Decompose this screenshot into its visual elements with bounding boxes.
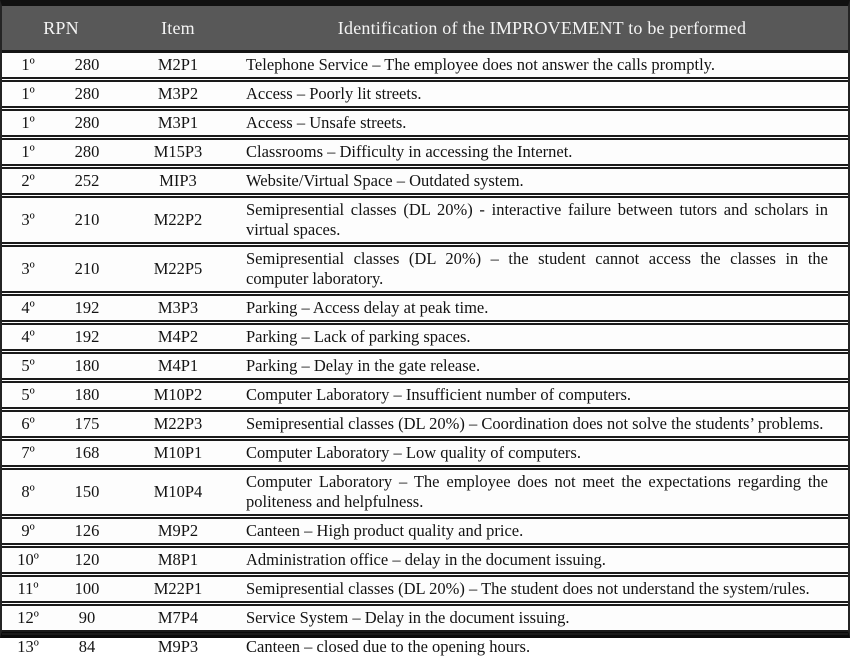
table-row bbox=[2, 323, 848, 352]
rank-cell: 12º bbox=[2, 604, 54, 633]
description-cell: Administration office – delay in the document issuing. bbox=[236, 546, 848, 575]
item-cell: M9P3 bbox=[120, 633, 236, 659]
rpn-cell: 100 bbox=[54, 575, 120, 604]
item-cell: M22P3 bbox=[120, 410, 236, 439]
item-cell: M7P4 bbox=[120, 604, 236, 633]
description-cell: Website/Virtual Space – Outdated system. bbox=[236, 167, 848, 196]
improvement-table bbox=[2, 6, 848, 659]
description-cell: Parking – Delay in the gate release. bbox=[236, 352, 848, 381]
item-cell: M10P1 bbox=[120, 439, 236, 468]
rank-cell: 4º bbox=[2, 323, 54, 352]
rpn-cell: 180 bbox=[54, 352, 120, 381]
rpn-cell: 120 bbox=[54, 546, 120, 575]
item-cell: MIP3 bbox=[120, 167, 236, 196]
rank-cell: 5º bbox=[2, 352, 54, 381]
description-cell: Canteen – closed due to the opening hours. bbox=[236, 633, 848, 659]
description-cell: Computer Laboratory – Insufficient number of computers. bbox=[236, 381, 848, 410]
description-cell: Computer Laboratory – The employee does not meet the expectations regarding the politeness and helpfulness. bbox=[236, 468, 848, 517]
header-identification: Identification of the IMPROVEMENT to be performed bbox=[236, 6, 848, 52]
table-row bbox=[2, 52, 848, 80]
rpn-cell: 210 bbox=[54, 196, 120, 245]
rpn-cell: 90 bbox=[54, 604, 120, 633]
rpn-cell: 192 bbox=[54, 323, 120, 352]
rank-cell: 3º bbox=[2, 245, 54, 294]
table-row bbox=[2, 381, 848, 410]
header-row bbox=[2, 6, 848, 52]
rpn-cell: 210 bbox=[54, 245, 120, 294]
table-row bbox=[2, 546, 848, 575]
item-cell: M15P3 bbox=[120, 138, 236, 167]
description-cell: Canteen – High product quality and price. bbox=[236, 517, 848, 546]
rank-cell: 11º bbox=[2, 575, 54, 604]
rank-cell: 13º bbox=[2, 633, 54, 659]
item-cell: M8P1 bbox=[120, 546, 236, 575]
table-row bbox=[2, 109, 848, 138]
item-cell: M3P3 bbox=[120, 294, 236, 323]
table-row bbox=[2, 167, 848, 196]
description-cell: Service System – Delay in the document issuing. bbox=[236, 604, 848, 633]
rank-cell: 4º bbox=[2, 294, 54, 323]
description-cell: Semipresential classes (DL 20%) – Coordination does not solve the students’ problems. bbox=[236, 410, 848, 439]
description-cell: Semipresential classes (DL 20%) - interactive failure between tutors and scholars in virtual spaces. bbox=[236, 196, 848, 245]
item-cell: M4P2 bbox=[120, 323, 236, 352]
rank-cell: 6º bbox=[2, 410, 54, 439]
description-cell: Telephone Service – The employee does not answer the calls promptly. bbox=[236, 52, 848, 80]
header-item: Item bbox=[120, 6, 236, 52]
table-row bbox=[2, 604, 848, 633]
rpn-cell: 175 bbox=[54, 410, 120, 439]
item-cell: M10P4 bbox=[120, 468, 236, 517]
item-cell: M22P5 bbox=[120, 245, 236, 294]
rank-cell: 1º bbox=[2, 138, 54, 167]
item-cell: M22P1 bbox=[120, 575, 236, 604]
table-row bbox=[2, 80, 848, 109]
rpn-cell: 280 bbox=[54, 52, 120, 80]
table-row bbox=[2, 517, 848, 546]
item-cell: M3P1 bbox=[120, 109, 236, 138]
rpn-cell: 280 bbox=[54, 109, 120, 138]
rank-cell: 1º bbox=[2, 109, 54, 138]
rank-cell: 7º bbox=[2, 439, 54, 468]
description-cell: Access – Unsafe streets. bbox=[236, 109, 848, 138]
rpn-cell: 252 bbox=[54, 167, 120, 196]
rank-cell: 2º bbox=[2, 167, 54, 196]
description-cell: Semipresential classes (DL 20%) – the student cannot access the classes in the computer laboratory. bbox=[236, 245, 848, 294]
table-row bbox=[2, 245, 848, 294]
rpn-cell: 280 bbox=[54, 80, 120, 109]
item-cell: M22P2 bbox=[120, 196, 236, 245]
rank-cell: 5º bbox=[2, 381, 54, 410]
table-row bbox=[2, 138, 848, 167]
description-cell: Classrooms – Difficulty in accessing the Internet. bbox=[236, 138, 848, 167]
rank-cell: 10º bbox=[2, 546, 54, 575]
header-rpn: RPN bbox=[2, 6, 120, 52]
rank-cell: 8º bbox=[2, 468, 54, 517]
rank-cell: 9º bbox=[2, 517, 54, 546]
rpn-cell: 84 bbox=[54, 633, 120, 659]
description-cell: Parking – Access delay at peak time. bbox=[236, 294, 848, 323]
description-cell: Access – Poorly lit streets. bbox=[236, 80, 848, 109]
table-row bbox=[2, 294, 848, 323]
description-cell: Parking – Lack of parking spaces. bbox=[236, 323, 848, 352]
table-row bbox=[2, 439, 848, 468]
table-body bbox=[2, 52, 848, 659]
table-row bbox=[2, 633, 848, 659]
description-cell: Semipresential classes (DL 20%) – The student does not understand the system/rules. bbox=[236, 575, 848, 604]
item-cell: M2P1 bbox=[120, 52, 236, 80]
rank-cell: 3º bbox=[2, 196, 54, 245]
rpn-cell: 126 bbox=[54, 517, 120, 546]
rpn-cell: 180 bbox=[54, 381, 120, 410]
rank-cell: 1º bbox=[2, 52, 54, 80]
rpn-cell: 168 bbox=[54, 439, 120, 468]
table-row bbox=[2, 410, 848, 439]
description-cell: Computer Laboratory – Low quality of computers. bbox=[236, 439, 848, 468]
rank-cell: 1º bbox=[2, 80, 54, 109]
table-row bbox=[2, 352, 848, 381]
item-cell: M10P2 bbox=[120, 381, 236, 410]
item-cell: M3P2 bbox=[120, 80, 236, 109]
table-row bbox=[2, 196, 848, 245]
rpn-cell: 280 bbox=[54, 138, 120, 167]
item-cell: M4P1 bbox=[120, 352, 236, 381]
rpn-cell: 150 bbox=[54, 468, 120, 517]
table-row bbox=[2, 575, 848, 604]
table-row bbox=[2, 468, 848, 517]
item-cell: M9P2 bbox=[120, 517, 236, 546]
rpn-cell: 192 bbox=[54, 294, 120, 323]
